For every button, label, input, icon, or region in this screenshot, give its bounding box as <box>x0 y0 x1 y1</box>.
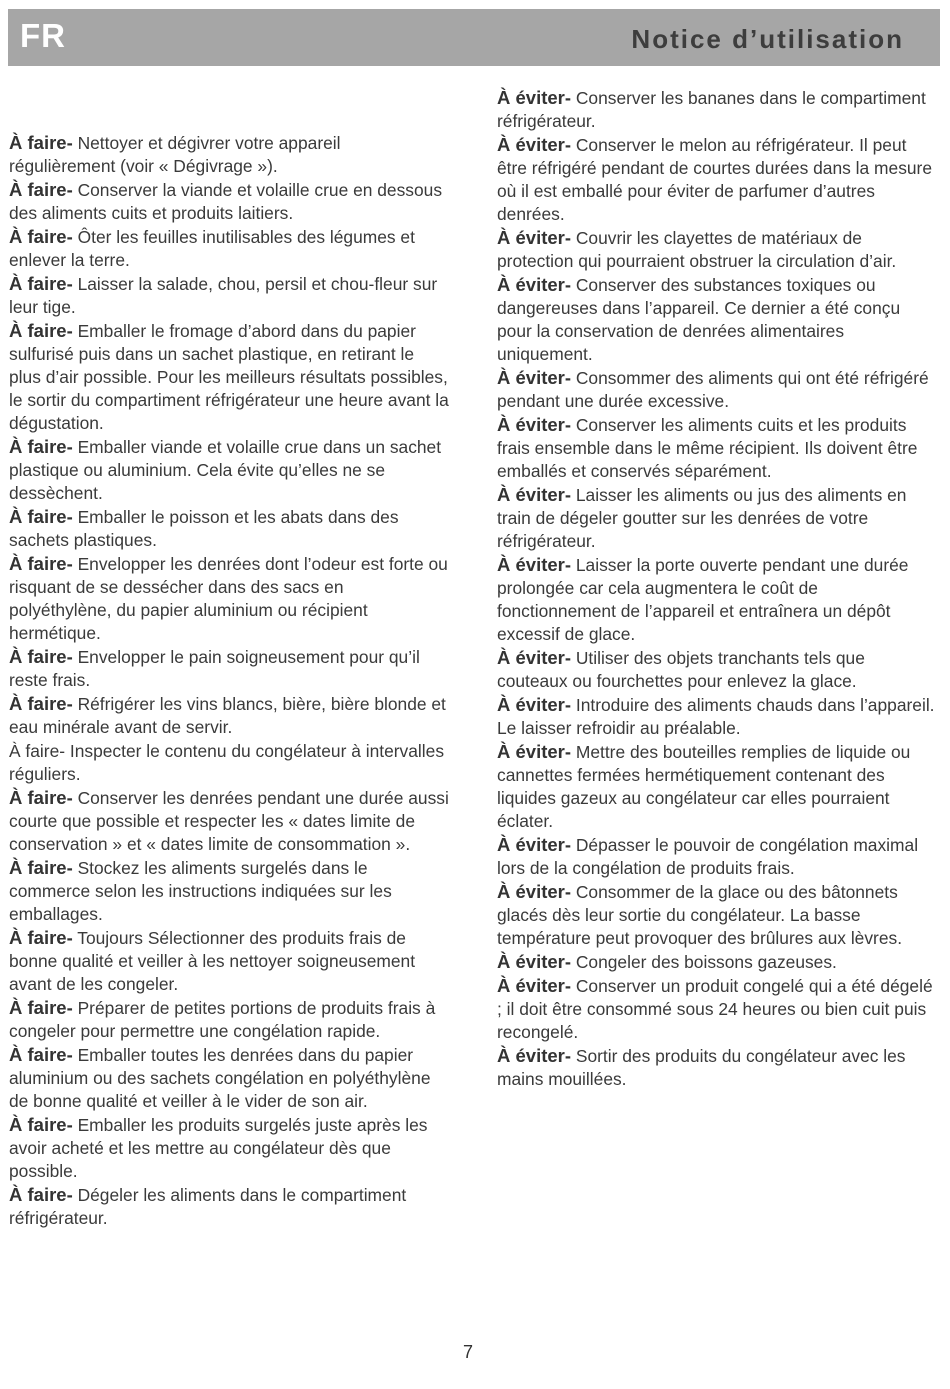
item-label: À éviter- <box>497 1045 572 1066</box>
list-item <box>9 926 449 996</box>
item-text: Emballer les produits surgelés juste après les avoir acheté et les mettre au congélateur dès que possible. <box>9 1115 428 1181</box>
item-label: À éviter- <box>497 741 572 762</box>
item-text: Emballer le fromage d’abord dans du papier sulfurisé puis dans un sachet plastique, en retirant le plus d’air possible. Pour les meilleurs résultats possibles, le sortir du compartiment réfrigérateur une heure avant la dégustation. <box>9 321 449 433</box>
page-number: 7 <box>463 1342 474 1362</box>
list-item <box>9 692 449 739</box>
item-label: À éviter- <box>497 881 572 902</box>
list-item <box>9 1113 449 1183</box>
item-label: À faire- <box>9 506 73 527</box>
item-label: À éviter- <box>497 227 572 248</box>
item-text: Envelopper le pain soigneusement pour qu’il reste frais. <box>9 647 420 690</box>
list-item <box>497 740 937 833</box>
page-header <box>8 9 940 66</box>
item-text: Conserver les bananes dans le compartiment réfrigérateur. <box>497 88 926 131</box>
item-text: Mettre des bouteilles remplies de liquide ou cannettes fermées hermétiquement contenant des liquides gazeux au congélateur car elles pourraient éclater. <box>497 742 911 831</box>
list-item <box>9 856 449 926</box>
list-item <box>9 225 449 272</box>
item-label: À faire- <box>9 436 73 457</box>
list-item <box>9 1043 449 1113</box>
list-item <box>9 552 449 645</box>
item-text: Emballer viande et volaille crue dans un sachet plastique ou aluminium. Cela évite qu’elles ne se dessèchent. <box>9 437 442 503</box>
item-text: Conserver un produit congelé qui a été dégelé ; il doit être consommé sous 24 heures ou bien cuit puis recongelé. <box>497 976 933 1042</box>
item-text: Introduire des aliments chauds dans l’appareil. Le laisser refroidir au préalable. <box>497 695 935 738</box>
list-item <box>9 645 449 692</box>
list-item <box>9 739 449 786</box>
item-label: À éviter- <box>497 134 572 155</box>
item-label: À faire- <box>9 997 73 1018</box>
item-text: Conserver des substances toxiques ou dangereuses dans l’appareil. Ce dernier a été conçu pour la conservation de denrées alimentaires uniquement. <box>497 275 901 364</box>
item-label: À faire- <box>9 132 73 153</box>
item-label: À éviter- <box>497 951 572 972</box>
item-text: Conserver les aliments cuits et les produits frais ensemble dans le même récipient. Ils doivent être emballés et conservés séparément. <box>497 415 918 481</box>
item-text: Emballer toutes les denrées dans du papier aluminium ou des sachets congélation en polyéthylène de bonne qualité et veiller à le vider de son air. <box>9 1045 431 1111</box>
list-item <box>9 178 449 225</box>
list-item <box>9 319 449 435</box>
page-title: Notice d’utilisation <box>631 24 904 54</box>
item-label: À faire- <box>9 226 73 247</box>
item-label: À faire- <box>9 1184 73 1205</box>
item-label: À éviter- <box>497 975 572 996</box>
item-text: Envelopper les denrées dont l’odeur est forte ou risquant de se dessécher dans des sacs en polyéthylène, du papier aluminium ou récipient hermétique. <box>9 554 448 643</box>
list-item <box>497 833 937 880</box>
list-item <box>9 786 449 856</box>
item-label: À faire- <box>9 927 73 948</box>
item-text: À faire- Inspecter le contenu du congélateur à intervalles réguliers. <box>9 741 445 784</box>
dont-list <box>497 86 937 1091</box>
item-text: Laisser la porte ouverte pendant une durée prolongée car cela augmentera le coût de fonctionnement de l’appareil et entraînera un dépôt excessif de glace. <box>497 555 909 644</box>
list-item <box>497 226 937 273</box>
list-item <box>497 413 937 483</box>
item-label: À faire- <box>9 787 73 808</box>
list-item <box>9 272 449 319</box>
list-item <box>497 880 937 950</box>
item-text: Nettoyer et dégivrer votre appareil régulièrement (voir « Dégivrage »). <box>9 133 341 176</box>
item-label: À éviter- <box>497 834 572 855</box>
item-label: À faire- <box>9 1114 73 1135</box>
item-text: Conserver la viande et volaille crue en dessous des aliments cuits et produits laitiers. <box>9 180 443 223</box>
item-text: Emballer le poisson et les abats dans des sachets plastiques. <box>9 507 399 550</box>
item-text: Dégeler les aliments dans le compartiment réfrigérateur. <box>9 1185 407 1228</box>
item-text: Conserver le melon au réfrigérateur. Il peut être réfrigéré pendant de courtes durées dans la mesure où il est emballé pour éviter de parfumer d’autres denrées. <box>497 135 933 224</box>
list-item <box>497 366 937 413</box>
item-label: À faire- <box>9 553 73 574</box>
item-label: À éviter- <box>497 647 572 668</box>
item-text: Réfrigérer les vins blancs, bière, bière blonde et eau minérale avant de servir. <box>9 694 446 737</box>
item-text: Toujours Sélectionner des produits frais de bonne qualité et veiller à les nettoyer soigneusement avant de les congeler. <box>9 928 416 994</box>
list-item <box>497 133 937 226</box>
item-text: Couvrir les clayettes de matériaux de protection qui pourraient obstruer la circulation d’air. <box>497 228 897 271</box>
item-label: À faire- <box>9 1044 73 1065</box>
list-item <box>497 483 937 553</box>
item-text: Congeler des boissons gazeuses. <box>571 952 837 972</box>
item-text: Stockez les aliments surgelés dans le commerce selon les instructions indiquées sur les emballages. <box>9 858 392 924</box>
item-label: À faire- <box>9 320 73 341</box>
list-item <box>9 131 449 178</box>
item-label: À faire- <box>9 646 73 667</box>
item-text: Consommer des aliments qui ont été réfrigéré pendant une durée excessive. <box>497 368 929 411</box>
item-label: À éviter- <box>497 367 572 388</box>
list-item <box>497 950 937 974</box>
list-item <box>9 505 449 552</box>
item-label: À éviter- <box>497 694 572 715</box>
item-label: À éviter- <box>497 484 572 505</box>
item-text: Ôter les feuilles inutilisables des légumes et enlever la terre. <box>9 227 415 270</box>
list-item <box>497 646 937 693</box>
item-text: Sortir des produits du congélateur avec les mains mouillées. <box>497 1046 906 1089</box>
item-text: Conserver les denrées pendant une durée aussi courte que possible et respecter les « dates limite de conservation » et « dates limite de consommation ». <box>9 788 449 854</box>
item-text: Dépasser le pouvoir de congélation maximal lors de la congélation de produits frais. <box>497 835 919 878</box>
item-label: À éviter- <box>497 274 572 295</box>
language-code: FR <box>20 17 66 54</box>
list-item <box>497 974 937 1044</box>
list-item <box>497 553 937 646</box>
item-text: Laisser les aliments ou jus des aliments en train de dégeler goutter sur les denrées de votre réfrigérateur. <box>497 485 907 551</box>
item-text: Utiliser des objets tranchants tels que couteaux ou fourchettes pour enlevez la glace. <box>497 648 865 691</box>
list-item <box>9 996 449 1043</box>
item-label: À éviter- <box>497 554 572 575</box>
item-label: À faire- <box>9 179 73 200</box>
list-item <box>497 1044 937 1091</box>
do-list <box>9 131 449 1230</box>
item-label: À éviter- <box>497 414 572 435</box>
item-text: Consommer de la glace ou des bâtonnets glacés dès leur sortie du congélateur. La basse température peut provoquer des brûlures aux lèvres. <box>497 882 903 948</box>
item-text: Préparer de petites portions de produits frais à congeler pour permettre une congélation rapide. <box>9 998 436 1041</box>
item-label: À faire- <box>9 273 73 294</box>
list-item <box>9 435 449 505</box>
list-item <box>9 1183 449 1230</box>
item-label: À faire- <box>9 693 73 714</box>
item-text: Laisser la salade, chou, persil et chou-fleur sur leur tige. <box>9 274 438 317</box>
item-label: À faire- <box>9 857 73 878</box>
list-item <box>497 693 937 740</box>
list-item <box>497 273 937 366</box>
item-label: À éviter- <box>497 87 572 108</box>
list-item <box>497 86 937 133</box>
